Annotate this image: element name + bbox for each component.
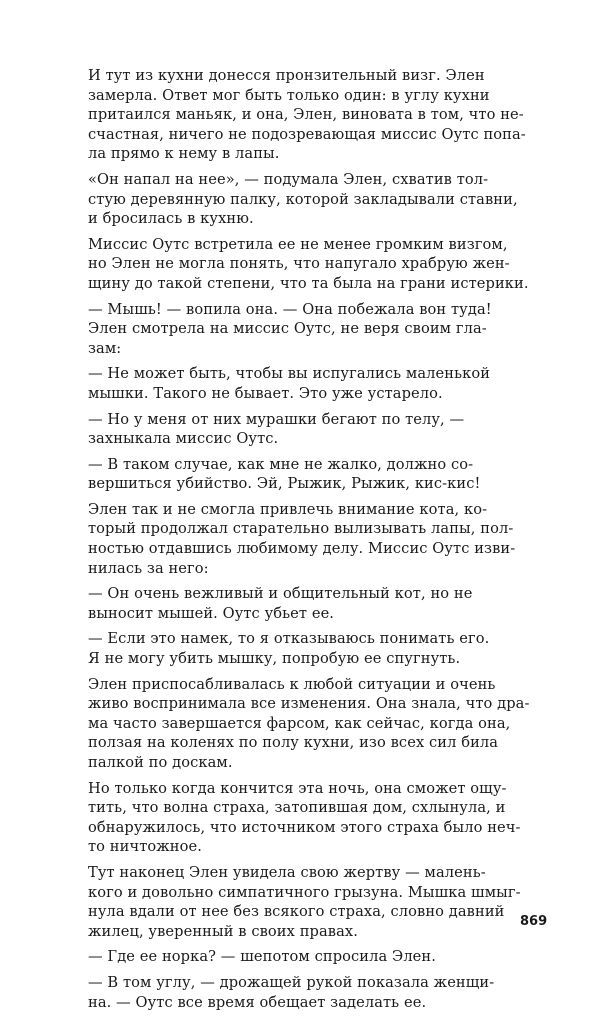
text-line: — Если это намек, то я отказываюсь понимать его.: [88, 630, 490, 648]
text-line: Но только когда кончится эта ночь, она сможет ощу-: [88, 779, 507, 797]
paragraph-11: [88, 675, 548, 773]
paragraph-13: [88, 863, 548, 941]
paragraph-6: [88, 410, 548, 449]
paragraph-2: [88, 170, 548, 229]
paragraph-4: [88, 300, 548, 359]
text-line: живо воспринимала все изменения. Она знала, что дра-: [88, 695, 530, 713]
text-line: притаился маньяк, и она, Элен, виновата в том, что не-: [88, 106, 524, 124]
paragraph-14: [88, 947, 548, 967]
text-line: — В том углу, — дрожащей рукой показала женщи-: [88, 973, 495, 991]
paragraph-12: [88, 779, 548, 857]
paragraph-3: [88, 235, 548, 294]
text-line: жилец, уверенный в своих правах.: [88, 922, 358, 940]
text-line: зам:: [88, 339, 122, 357]
page-body: [88, 66, 548, 1018]
text-line: нула вдали от нее без всякого страха, словно давний: [88, 903, 505, 921]
page-number: 869: [520, 914, 548, 929]
paragraph-1: [88, 66, 548, 164]
text-line: — Не может быть, чтобы вы испугались маленькой: [88, 365, 491, 383]
text-line: Элен так и не смогла привлечь внимание кота, ко-: [88, 500, 488, 518]
text-line: ползая на коленях по полу кухни, изо всех сил била: [88, 734, 499, 752]
text-line: Я не могу убить мышку, попробую ее спугнуть.: [88, 650, 461, 668]
text-line: Тут наконец Элен увидела свою жертву — малень-: [88, 863, 486, 881]
paragraph-10: [88, 629, 548, 668]
text-line: — Но у меня от них мурашки бегают по телу, —: [88, 410, 465, 428]
text-line: замерла. Ответ мог быть только один: в углу кухни: [88, 86, 490, 104]
paragraph-15: [88, 973, 548, 1012]
text-line: «Он напал на нее», — подумала Элен, схватив тол-: [88, 170, 489, 188]
text-line: то ничтожное.: [88, 838, 202, 856]
text-line: на. — Оутс все время обещает заделать ее.: [88, 993, 427, 1011]
text-line: Элен приспосабливалась к любой ситуации и очень: [88, 675, 496, 693]
text-line: вершиться убийство. Эй, Рыжик, Рыжик, кис-кис!: [88, 475, 481, 493]
paragraph-7: [88, 455, 548, 494]
text-line: ма часто завершается фарсом, как сейчас, когда она,: [88, 714, 511, 732]
text-line: обнаружилось, что источником этого страха было неч-: [88, 818, 521, 836]
text-line: счастная, ничего не подозревающая миссис Оутс попа-: [88, 125, 526, 143]
text-line: кого и довольно симпатичного грызуна. Мышка шмыг-: [88, 883, 521, 901]
paragraph-9: [88, 584, 548, 623]
text-line: торый продолжал старательно вылизывать лапы, пол-: [88, 520, 514, 538]
text-line: нилась за него:: [88, 559, 209, 577]
text-line: — Мышь! — вопила она. — Она побежала вон туда!: [88, 300, 492, 318]
text-line: и бросилась в кухню.: [88, 210, 254, 228]
paragraph-5: [88, 364, 548, 403]
text-line: щину до такой степени, что та была на грани истерики.: [88, 274, 529, 292]
text-line: палкой по доскам.: [88, 754, 233, 771]
text-line: Элен смотрела на миссис Оутс, не веря своим гла-: [88, 320, 487, 338]
text-line: ла прямо к нему в лапы.: [88, 145, 280, 163]
text-line: — В таком случае, как мне не жалко, должно со-: [88, 455, 474, 473]
text-line: мышки. Такого не бывает. Это уже устарело.: [88, 384, 443, 402]
text-line: захныкала миссис Оутс.: [88, 430, 279, 448]
text-line: Миссис Оутс встретила ее не менее громким визгом,: [88, 235, 508, 253]
text-line: — Он очень вежливый и общительный кот, но не: [88, 585, 473, 603]
text-line: стую деревянную палку, которой закладывали ставни,: [88, 190, 518, 208]
text-line: тить, что волна страха, затопившая дом, схлынула, и: [88, 799, 506, 817]
text-line: ностью отдавшись любимому делу. Миссис Оутс изви-: [88, 540, 516, 558]
text-line: И тут из кухни донесся пронзительный визг. Элен: [88, 67, 485, 84]
text-line: но Элен не могла понять, что напугало храбрую жен-: [88, 255, 510, 273]
text-line: — Где ее норка? — шепотом спросила Элен.: [88, 948, 436, 966]
text-line: выносит мышей. Оутс убьет ее.: [88, 604, 335, 622]
paragraph-8: [88, 500, 548, 578]
